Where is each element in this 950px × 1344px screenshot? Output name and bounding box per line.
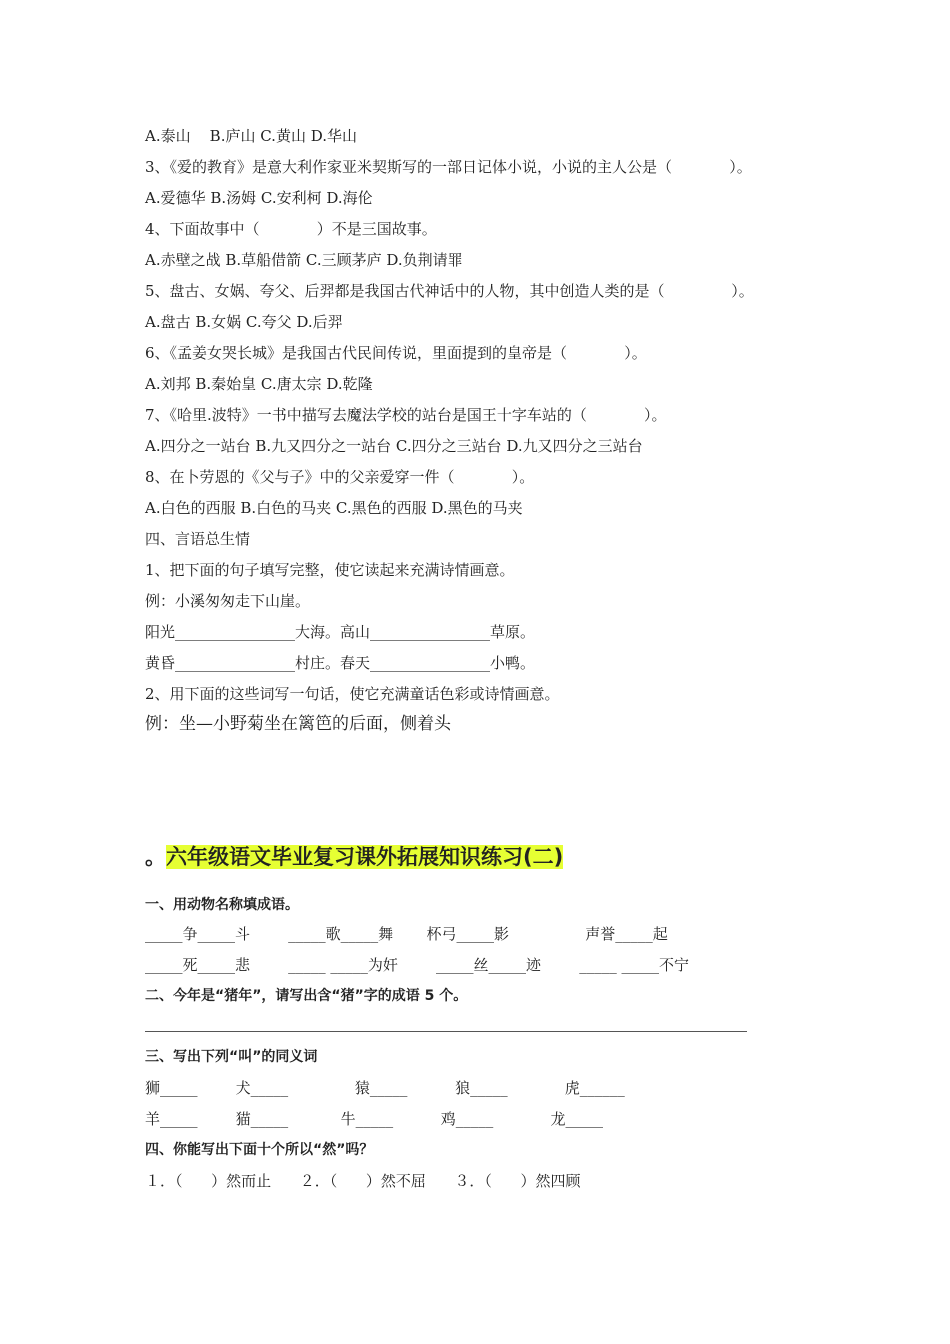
section-2-heading: 二、今年是“猪年”，请写出含“猪”字的成语 5 个。 — [145, 988, 468, 1004]
section-1-row-1: _____争_____斗 _____歌_____舞 杯弓_____影 声誉_____起 — [145, 925, 668, 943]
section-4-row-1: １．（ ）然而止 ２．（ ）然不屈 ３．（ ）然四顾 — [145, 1172, 581, 1190]
line-2: 3、《爱的教育》是意大利作家亚米契斯写的一部日记体小说，小说的主人公是（ ）。 — [145, 158, 752, 176]
title-prefix: 。 — [145, 845, 166, 869]
section-4-heading: 四、你能写出下面十个所以“然”吗？ — [145, 1142, 374, 1158]
line-8: 6、《孟姜女哭长城》是我国古代民间传说，里面提到的皇帝是（ ）。 — [145, 344, 647, 362]
page-title — [145, 842, 563, 872]
line-11: A.四分之一站台 B.九又四分之一站台 C.四分之三站台 D.九又四分之三站台 — [145, 437, 643, 455]
line-3: A.爱德华 B.汤姆 C.安利柯 D.海伦 — [145, 189, 373, 207]
section-1-heading: 一、用动物名称填成语。 — [145, 897, 299, 913]
line-1: A.泰山 B.庐山 C.黄山 D.华山 — [145, 127, 357, 145]
line-13: A.白色的西服 B.白色的马夹 C.黑色的西服 D.黑色的马夹 — [145, 499, 523, 517]
line-15: 1、把下面的句子填写完整，使它读起来充满诗情画意。 — [145, 561, 515, 579]
line-16: 例：小溪匆匆走下山崖。 — [145, 592, 311, 610]
line-12: 8、在卜劳恩的《父与子》中的父亲爱穿一件（ ）。 — [145, 468, 535, 486]
answer-rule — [145, 1031, 747, 1032]
line-18: 黄昏________________村庄。春天________________小鸭。 — [145, 654, 536, 672]
line-5: A.赤壁之战 B.草船借箭 C.三顾茅庐 D.负荆请罪 — [145, 251, 463, 269]
section-3-heading: 三、写出下列“叫”的同义词 — [145, 1049, 318, 1065]
line-9: A.刘邦 B.秦始皇 C.唐太宗 D.乾隆 — [145, 375, 373, 393]
line-19: 2、用下面的这些词写一句话，使它充满童话色彩或诗情画意。 — [145, 685, 560, 703]
line-17: 阳光________________大海。高山________________草原。 — [145, 623, 536, 641]
section-3-row-1: 狮_____ 犬_____ 猿_____ 狼_____ 虎______ — [145, 1079, 625, 1097]
line-10: 7、《哈里.波特》一书中描写去魔法学校的站台是国王十字车站的（ ）。 — [145, 406, 667, 424]
title-highlight: 六年级语文毕业复习课外拓展知识练习(二) — [166, 845, 564, 869]
line-4: 4、下面故事中（ ）不是三国故事。 — [145, 220, 437, 238]
line-14: 四、言语总生情 — [145, 530, 251, 548]
line-6: 5、盘古、女娲、夸父、后羿都是我国古代神话中的人物，其中创造人类的是（ ）。 — [145, 282, 754, 300]
line-7: A.盘古 B.女娲 C.夸父 D.后羿 — [145, 313, 343, 331]
section-1-row-2: _____死_____悲 _____ _____为奸 _____丝_____迹 _____ _____不宁 — [145, 956, 689, 974]
section-3-row-2: 羊_____ 猫_____ 牛_____ 鸡_____ 龙_____ — [145, 1110, 603, 1128]
example-sentence: 例：坐—小野菊坐在篱笆的后面，侧着头 — [145, 714, 451, 734]
